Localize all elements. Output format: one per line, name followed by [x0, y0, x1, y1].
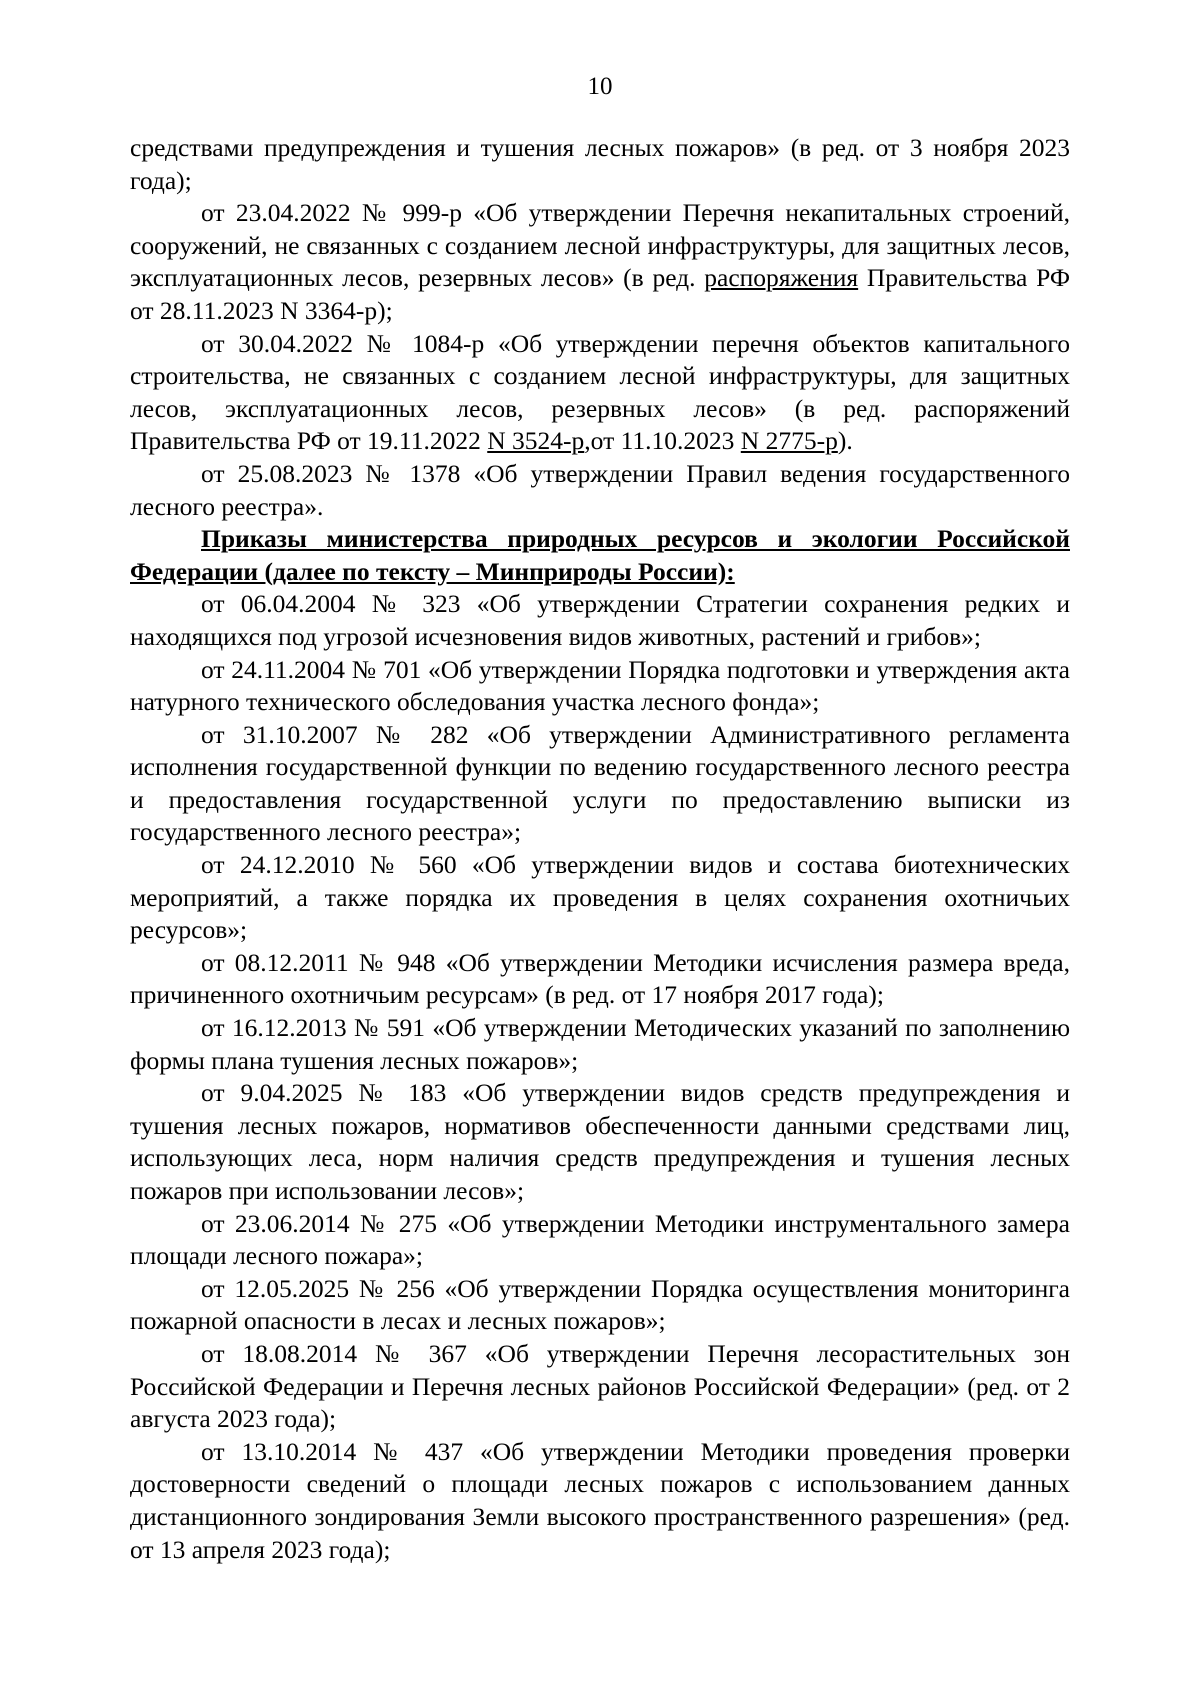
- paragraph-text: от 23.04.2022 № 999-р «Об утверждении Перечня некапитальных строений, сооружений, не связанных с созданием лесной инфраструктуры, для защитных лесов, эксплуатационных лесов, резервных лесов» (в ред.: [130, 198, 1070, 293]
- list-item: от 13.10.2014 № 437 «Об утверждении Методики проведения проверки достоверности сведений о площади лесных пожаров с использованием данных дистанционного зондирования Земли высокого пространственного разрешения» (ред. от 13 апреля 2023 года);: [130, 1436, 1070, 1564]
- paragraph-text-after: Правительства РФ от 28.11.2023 N 3364-р);: [130, 263, 1070, 325]
- link-n-3524[interactable]: N 3524-р: [487, 426, 585, 456]
- list-item: от 18.08.2014 № 367 «Об утверждении Перечня лесорастительных зон Российской Федерации и Перечня лесных районов Российской Федерации» (ред. от 2 августа 2023 года);: [130, 1338, 1070, 1434]
- list-item: от 24.11.2004 № 701 «Об утверждении Порядка подготовки и утверждения акта натурного технического обследования участка лесного фонда»;: [130, 654, 1070, 717]
- list-item: от 9.04.2025 № 183 «Об утверждении видов средств предупреждения и тушения лесных пожаров, нормативов обеспеченности данными средствами лиц, использующих леса, норм наличия средств предупреждения и тушения лесных пожаров при использовании лесов»;: [130, 1078, 1070, 1205]
- list-item: от 06.04.2004 № 323 «Об утверждении Стратегии сохранения редких и находящихся под угрозой исчезновения видов животных, растений и грибов»;: [130, 589, 1070, 651]
- section-heading: Приказы министерства природных ресурсов и экологии Российской Федерации (далее по тексту – Минприроды России):: [130, 524, 1070, 586]
- paragraph-order-1084: [130, 328, 1070, 458]
- list-item: от 31.10.2007 № 282 «Об утверждении Административного регламента исполнения государственной функции по ведению государственного лесного реестра и предоставления государственной услуги по предоставлению выписки из государственного лесного реестра»;: [130, 719, 1070, 847]
- document-body: [130, 132, 1070, 1566]
- page-number: 10: [587, 73, 613, 100]
- paragraph-text: от 30.04.2022 № 1084-р «Об утверждении перечня объектов капитального строительства, не связанных с созданием лесной инфраструктуры, для защитных лесов, эксплуатационных лесов, резервных лесов» (в ред. распоряжений Правительства РФ от 19.11.2022: [130, 328, 1070, 456]
- paragraph-continuation: средствами предупреждения и тушения лесных пожаров» (в ред. от 3 ноября 2023 года);: [130, 133, 1070, 195]
- list-item: от 23.06.2014 № 275 «Об утверждении Методики инструментального замера площади лесного пожара»;: [130, 1208, 1070, 1271]
- list-item: от 08.12.2011 № 948 «Об утверждении Методики исчисления размера вреда, причиненного охотничьим ресурсам» (в ред. от 17 ноября 2017 года);: [130, 947, 1070, 1010]
- list-item: от 12.05.2025 № 256 «Об утверждении Порядка осуществления мониторинга пожарной опасности в лесах и лесных пожаров»;: [130, 1273, 1070, 1336]
- paragraph-text-after: ).: [837, 426, 853, 456]
- paragraph-text-mid: ,от 11.10.2023: [584, 426, 741, 456]
- link-rasporyazheniya[interactable]: распоряжения: [704, 263, 859, 293]
- link-n-2775[interactable]: N 2775-р: [740, 426, 838, 456]
- list-item: от 16.12.2013 № 591 «Об утверждении Методических указаний по заполнению формы плана тушения лесных пожаров»;: [130, 1013, 1070, 1075]
- paragraph-order-1378: от 25.08.2023 № 1378 «Об утверждении Правил ведения государственного лесного реестра».: [130, 458, 1070, 521]
- list-item: от 24.12.2010 № 560 «Об утверждении видов и состава биотехнических мероприятий, а также порядка их проведения в целях сохранения охотничьих ресурсов»;: [130, 850, 1070, 945]
- paragraph-order-999: [130, 197, 1070, 327]
